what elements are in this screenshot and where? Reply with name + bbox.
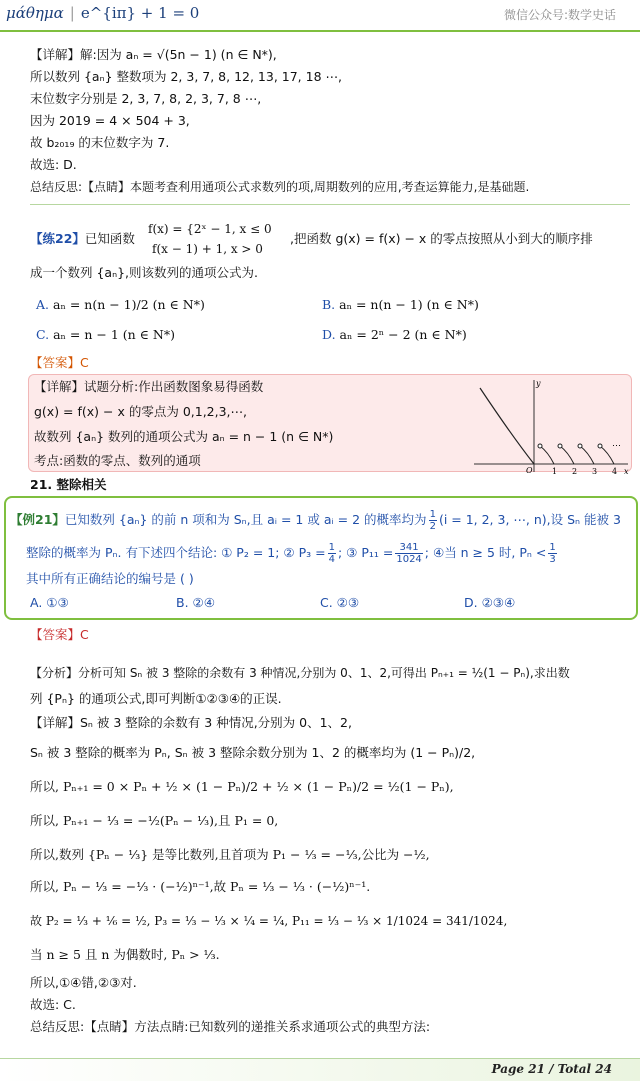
header-separator: |	[69, 4, 75, 22]
example21-option-c[interactable]: C. ②③	[320, 595, 360, 610]
block1-line7: 总结反思:【点睛】本题考查利用通项公式求数列的项,周期数列的应用,考查运算能力,是基础题.	[30, 180, 530, 194]
option-c-text: aₙ = n − 1 (n ∈ N*)	[53, 327, 175, 342]
example21-option-b[interactable]: B. ②④	[176, 595, 215, 610]
detail-line4: 考点:函数的零点、数列的通项	[34, 453, 201, 468]
example21-option-a[interactable]: A. ①③	[30, 595, 69, 610]
half-fraction: $\frac{1}{2}$	[429, 509, 436, 532]
x-axis-label: x	[624, 467, 629, 476]
open-point-4	[598, 444, 602, 448]
p3-fraction: $\frac{1}{4}$	[328, 542, 335, 565]
option-b-text: aₙ = n(n − 1) (n ∈ N*)	[339, 297, 479, 312]
block1-line5: 故 b₂₀₁₉ 的末位数字为 7.	[30, 135, 170, 150]
block1-line3: 末位数字分别是 2, 3, 7, 8, 2, 3, 7, 8 ⋯,	[30, 91, 262, 106]
piecewise-case2: f(x − 1) + 1, x > 0	[152, 242, 263, 256]
detail-step9: 所以,①④错,②③对.	[30, 975, 137, 990]
example21-line3: 其中所有正确结论的编号是 ( )	[26, 571, 194, 586]
piecewise-case1: f(x) = {2ˣ − 1, x ≤ 0	[148, 222, 272, 236]
detail-step5: 所以,数列 {Pₙ − ⅓} 是等比数列,且首项为 P₁ − ⅓ = −⅓,公比为 −½,	[30, 847, 430, 862]
detail-step1: 【详解】Sₙ 被 3 整除的余数有 3 种情况,分别为 0、1、2,	[30, 715, 352, 730]
example21-option-d[interactable]: D. ②③④	[464, 595, 516, 610]
detail-line1: 【详解】试题分析:作出函数图象易得函数	[34, 379, 264, 394]
page-header	[0, 0, 640, 32]
practice22-option-a[interactable]	[36, 296, 205, 314]
practice22-option-c[interactable]	[36, 326, 175, 344]
option-a-label: A.	[36, 297, 50, 312]
block1-line2: 所以数列 {aₙ} 整数项为 2, 3, 7, 8, 12, 13, 17, 18 ⋯,	[30, 69, 342, 84]
detail-step4: 所以, Pₙ₊₁ − ⅓ = −½(Pₙ − ⅓),且 P₁ = 0,	[30, 813, 279, 828]
option-c-label: C.	[36, 327, 50, 342]
open-point-2	[558, 444, 562, 448]
y-axis-label: y	[536, 379, 541, 388]
tick-4: 4	[612, 467, 618, 476]
example21-line2b: ; ③ P₁₁ =	[337, 545, 394, 560]
page-number: Page 21 / Total 24	[491, 1062, 612, 1076]
page-footer	[0, 1058, 640, 1081]
detail-line3: 故数列 {aₙ} 数列的通项公式为 aₙ = n − 1 (n ∈ N*)	[34, 429, 334, 444]
tick-2: 2	[572, 467, 578, 476]
section-divider	[30, 204, 630, 205]
open-point-1	[538, 444, 542, 448]
example21-line2c: ; ④当 n ≥ 5 时, Pₙ <	[424, 545, 547, 560]
analysis-line2: 列 {Pₙ} 的通项公式,即可判断①②③④的正误.	[30, 691, 282, 706]
detail-step10: 故选: C.	[30, 997, 76, 1012]
euler-equation: e^{iπ} + 1 = 0	[80, 4, 200, 22]
third-fraction: $\frac{1}{3}$	[549, 542, 556, 565]
detail-step2: Sₙ 被 3 整除的概率为 Pₙ, Sₙ 被 3 整除余数分别为 1、2 的概率均为 (1 − Pₙ)/2,	[30, 745, 476, 760]
wechat-label: 微信公众号:数学史话	[503, 8, 616, 22]
detail-step11: 总结反思:【点睛】方法点睛:已知数列的递推关系求通项公式的典型方法:	[30, 1019, 431, 1034]
example21-line2a: 整除的概率为 Pₙ. 有下述四个结论: ① P₂ = 1; ② P₃ =	[26, 545, 326, 560]
detail-step7: 故 P₂ = ⅓ + ⅙ = ½, P₃ = ⅓ − ⅓ × ¼ = ¼, P₁₁ = ⅓ − ⅓ × 1/1024 = 341/1024,	[30, 914, 508, 928]
option-d-label: D.	[322, 327, 336, 342]
block1-line4: 因为 2019 = 4 × 504 + 3,	[30, 113, 190, 128]
ellipsis-dots: ⋯	[612, 441, 621, 451]
option-a-text: aₙ = n(n − 1)/2 (n ∈ N*)	[53, 297, 205, 312]
block1-line1: 【详解】解:因为 aₙ = √(5n − 1) (n ∈ N*),	[30, 47, 277, 62]
example21-tag: 【例21】	[10, 512, 65, 527]
practice22-answer: 【答案】C	[30, 355, 89, 370]
practice22-option-b[interactable]	[322, 296, 479, 314]
detail-line2: g(x) = f(x) − x 的零点为 0,1,2,3,⋯,	[34, 404, 248, 419]
detail-step3: 所以, Pₙ₊₁ = 0 × Pₙ + ½ × (1 − Pₙ)/2 + ½ × (1 − Pₙ)/2 = ½(1 − Pₙ),	[30, 779, 454, 794]
example21-line1	[10, 509, 621, 532]
detail-step6: 所以, Pₙ − ⅓ = −⅓ · (−½)ⁿ⁻¹,故 Pₙ = ⅓ − ⅓ · (−½)ⁿ⁻¹.	[30, 879, 371, 894]
curve-segments	[540, 446, 614, 464]
example21-line1-text: 已知数列 {aₙ} 的前 n 项和为 Sₙ,且 aᵢ = 1 或 aᵢ = 2 的概率均为	[64, 512, 427, 527]
origin-label: O	[526, 466, 533, 475]
p11-fraction: $\frac{341}{1024}$	[396, 542, 422, 565]
block1-line6: 故选: D.	[30, 157, 77, 172]
practice22-intro-text: 已知函数	[84, 231, 135, 246]
analysis-line1: 【分析】分析可知 Sₙ 被 3 整除的余数有 3 种情况,分别为 0、1、2,可得出 Pₙ₊₁ = ½(1 − Pₙ),求出数	[30, 666, 570, 680]
option-b-label: B.	[322, 297, 336, 312]
section-title: 21. 整除相关	[30, 477, 107, 492]
example21-answer: 【答案】C	[30, 627, 89, 642]
detail-step8: 当 n ≥ 5 且 n 为偶数时, Pₙ > ⅓.	[30, 947, 220, 962]
practice22-tail: ,把函数 g(x) = f(x) − x 的零点按照从小到大的顺序排	[290, 231, 593, 246]
brand-name: μάθημα	[6, 4, 64, 22]
practice22-intro	[30, 230, 135, 248]
tick-1: 1	[552, 467, 558, 476]
open-point-3	[578, 444, 582, 448]
practice22-option-d[interactable]	[322, 326, 467, 344]
practice22-line2: 成一个数列 {aₙ},则该数列的通项公式为.	[30, 265, 258, 280]
curve-left	[480, 388, 534, 464]
example21-line2	[26, 542, 559, 565]
practice22-tag: 【练22】	[30, 231, 85, 246]
option-d-text: aₙ = 2ⁿ − 2 (n ∈ N*)	[339, 327, 467, 342]
example21-line1-tail: (i = 1, 2, 3, ⋯, n),设 Sₙ 能被 3	[438, 512, 621, 527]
zeros-graph	[472, 376, 632, 476]
tick-3: 3	[592, 467, 598, 476]
brand-title	[6, 4, 199, 22]
